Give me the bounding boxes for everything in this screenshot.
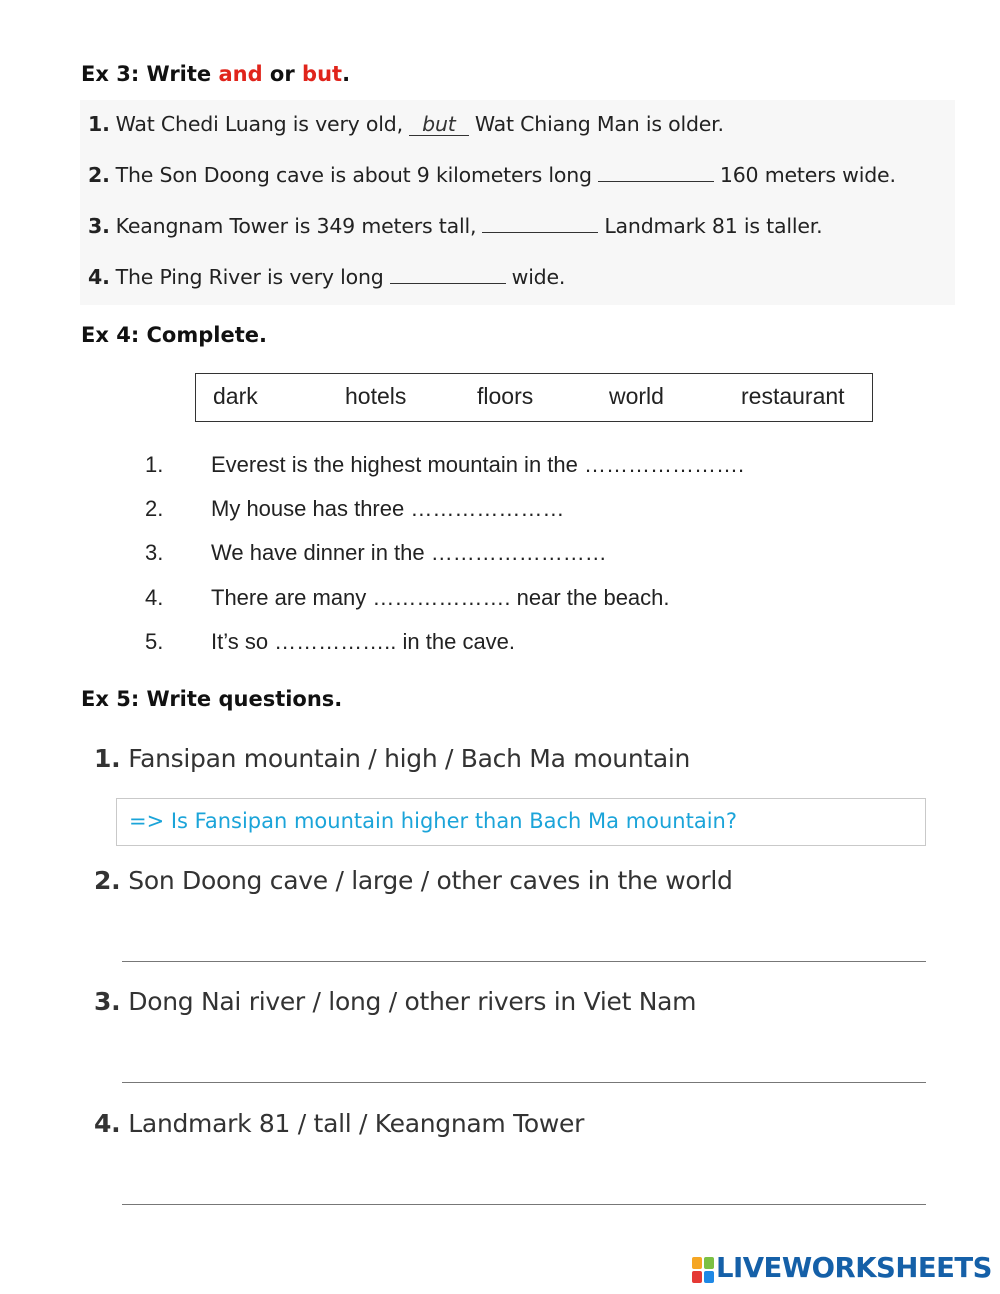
ex3-heading-but: but [302,62,343,86]
ex5-answer-4-line[interactable] [122,1204,926,1205]
ex3-heading-and: and [218,62,263,86]
ex4-item-5[interactable]: It’s so …………….. in the cave. [211,629,516,654]
ex4-item-4[interactable]: There are many ………………. near the beach. [211,585,670,610]
ex3-item-1: 1. Wat Chedi Luang is very old, but Wat Chiang Man is older. [88,112,724,136]
ex5-answer-1-text: => Is Fansipan mountain higher than Bach Ma mountain? [129,809,738,833]
ex3-item-2: 2. The Son Doong cave is about 9 kilometers long 160 meters wide. [88,163,896,187]
ex5-answer-1-field[interactable] [116,798,926,846]
ex5-item-3: 3. Dong Nai river / long / other rivers in Viet Nam [94,987,697,1016]
word-bank-item: dark [213,383,258,409]
ex4-item-number: 3. [145,540,164,565]
ex3-item-2-blank[interactable] [598,163,714,182]
ex3-item-3: 3. Keangnam Tower is 349 meters tall, Landmark 81 is taller. [88,214,823,238]
ex4-heading: Ex 4: Complete. [81,323,267,347]
ex4-item-1[interactable]: Everest is the highest mountain in the …………………. [211,452,745,477]
logo-text: LIVEWORKSHEETS [716,1252,992,1284]
word-bank-item: floors [477,383,534,409]
ex5-answer-3-line[interactable] [122,1082,926,1083]
ex5-answer-2-line[interactable] [122,961,926,962]
word-bank-item: hotels [345,383,407,409]
ex4-item-number: 2. [145,496,164,521]
logo-grid-icon [692,1257,714,1283]
ex3-item-4: 4. The Ping River is very long wide. [88,265,566,289]
ex4-item-2[interactable]: My house has three ………………… [211,496,565,521]
ex3-item-4-blank[interactable] [390,265,506,284]
ex5-heading: Ex 5: Write questions. [81,687,343,711]
word-bank-item: restaurant [741,383,845,409]
ex4-item-3[interactable]: We have dinner in the …………………… [211,540,607,565]
ex3-heading: Ex 3: Write and or but. [81,62,351,86]
ex3-item-3-blank[interactable] [482,214,598,233]
ex5-item-1: 1. Fansipan mountain / high / Bach Ma mountain [94,744,691,773]
ex4-item-number: 5. [145,629,164,654]
ex4-item-number: 4. [145,585,164,610]
ex3-exercise-image [80,100,955,305]
word-bank-item: world [609,383,664,409]
ex3-item-1-answer: but [409,113,469,136]
ex5-item-4: 4. Landmark 81 / tall / Keangnam Tower [94,1109,585,1138]
ex4-item-number: 1. [145,452,164,477]
word-bank [195,373,873,422]
ex5-item-2: 2. Son Doong cave / large / other caves in the world [94,866,733,895]
